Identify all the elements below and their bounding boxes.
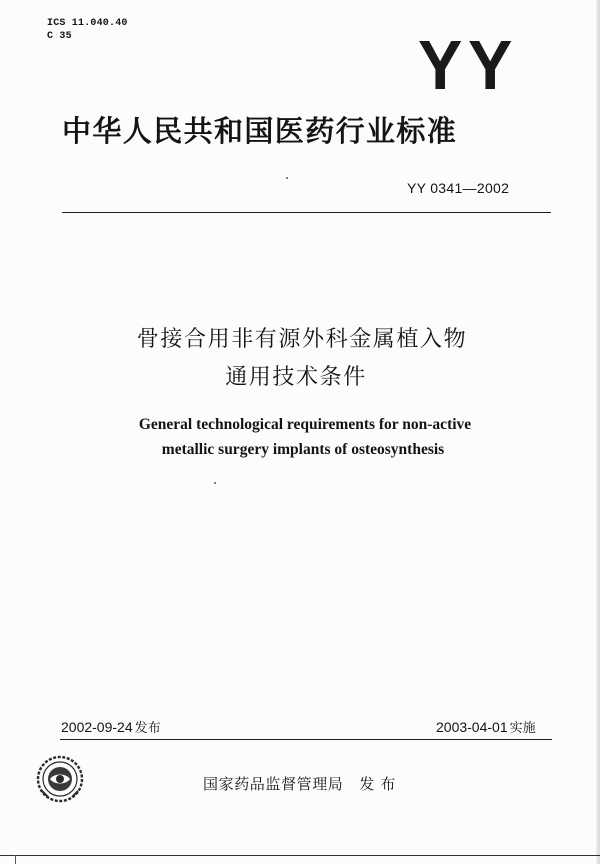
- issue-date-block: [61, 718, 161, 738]
- issue-date-suffix: 发布: [134, 721, 161, 736]
- publisher-name: 国家药品监督管理局: [203, 775, 344, 793]
- implementation-date: 2003-04-01: [436, 719, 508, 735]
- header-divider: [62, 212, 551, 213]
- classification-codes: [47, 17, 128, 43]
- issuing-authority-seal-icon: [36, 755, 84, 803]
- implementation-date-suffix: 实施: [509, 721, 536, 736]
- standard-category-title: 中华人民共和国医药行业标准: [62, 114, 458, 148]
- english-title-line-2: metallic surgery implants of osteosynthesis: [161, 441, 445, 458]
- page-bottom-corner-mark: [15, 855, 60, 864]
- english-title-line-1: General technological requirements for non-active: [138, 416, 472, 433]
- chinese-title-line-2: 通用技术条件: [225, 365, 367, 390]
- chinese-title-line-1: 骨接合用非有源外科金属植入物: [136, 327, 468, 352]
- publisher-line: [203, 774, 396, 794]
- issue-date: 2002-09-24: [61, 719, 133, 735]
- scan-speck: [286, 177, 288, 179]
- ics-code: ICS 11.040.40: [47, 18, 128, 29]
- standard-mark-logo: YY: [418, 26, 519, 104]
- standard-number: YY 0341—2002: [407, 180, 510, 196]
- publisher-suffix: 发 布: [359, 775, 396, 793]
- ccs-code: C 35: [47, 31, 72, 42]
- page-bottom-edge: [0, 855, 600, 856]
- footer-divider: [60, 739, 552, 740]
- scan-speck: [214, 482, 216, 484]
- implementation-date-block: [436, 718, 536, 738]
